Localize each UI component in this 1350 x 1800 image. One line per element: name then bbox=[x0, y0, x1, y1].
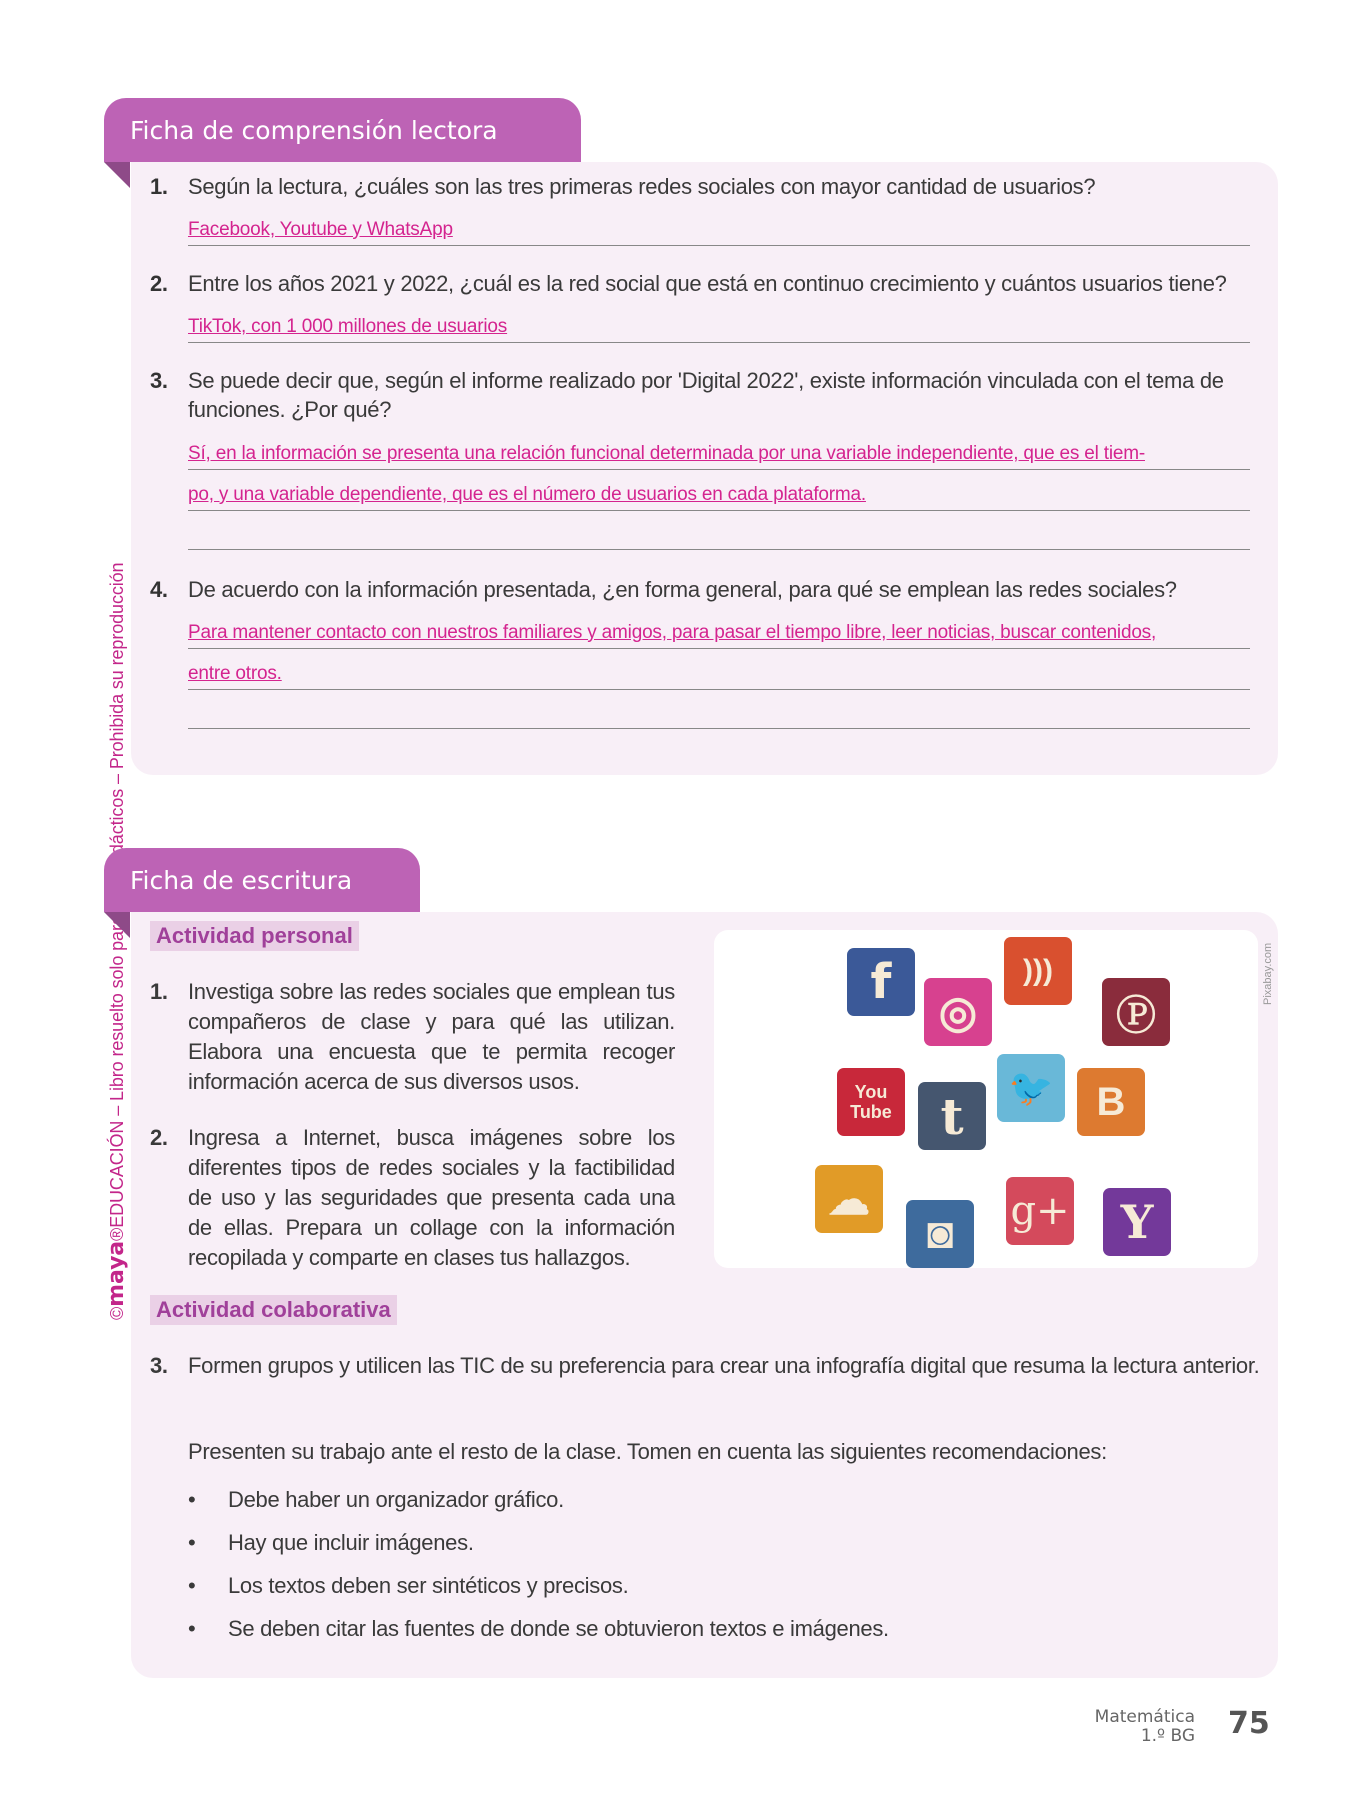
rss-icon: ))) bbox=[1004, 937, 1072, 1005]
answer-2[interactable]: TikTok, con 1 000 millones de usuarios bbox=[188, 313, 1250, 343]
footer-subject bbox=[1095, 1708, 1195, 1746]
activity-item-1: 1. Investiga sobre las redes sociales que emplean tus compañeros de clase y para qué las utilizan. Elabora una encuesta que te permita recoger información acerca de sus diversos usos. bbox=[150, 979, 675, 1094]
grade: 1.º BG bbox=[1140, 1726, 1195, 1746]
image-credit: Pixabay.com bbox=[1262, 942, 1274, 1005]
activity-item-2: 2. Ingresa a Internet, busca imágenes sobre los diferentes tipos de redes sociales y la factibilidad de uso y las seguridades que presenta cada una de ellas. Prepara un collage con la información recopilada y comparte en clases tus hallazgos. bbox=[150, 1125, 675, 1270]
tumblr-icon: t bbox=[918, 1082, 986, 1150]
answer-4-blank-line[interactable] bbox=[188, 727, 1250, 729]
answer-3-blank-line[interactable] bbox=[188, 548, 1250, 550]
twitter-icon: 🐦 bbox=[997, 1054, 1065, 1122]
collaborative-activity-label: Actividad colaborativa bbox=[150, 1295, 397, 1325]
answer-4-line-2[interactable]: entre otros. bbox=[188, 660, 1250, 690]
bullet-item: • Debe haber un organizador gráfico. bbox=[188, 1487, 564, 1512]
personal-activity-label: Actividad personal bbox=[150, 921, 359, 951]
social-media-icons-image bbox=[714, 930, 1258, 1268]
dribbble-icon: ◎ bbox=[924, 978, 992, 1046]
answer-1[interactable]: Facebook, Youtube y WhatsApp bbox=[188, 216, 1250, 246]
yahoo-icon: Y bbox=[1103, 1188, 1171, 1256]
blogger-icon: B bbox=[1077, 1068, 1145, 1136]
bullet-item: • Los textos deben ser sintéticos y precisos. bbox=[188, 1573, 629, 1598]
facebook-icon: f bbox=[847, 948, 915, 1016]
question-3: 3. Se puede decir que, según el informe realizado por 'Digital 2022', existe información vinculada con el tema de funciones. ¿Por qué? bbox=[150, 368, 1224, 422]
youtube-icon: You Tube bbox=[837, 1068, 905, 1136]
question-4: 4. De acuerdo con la información presentada, ¿en forma general, para qué se emplean las redes sociales? bbox=[150, 577, 1177, 602]
answer-3-line-1[interactable]: Sí, en la información se presenta una relación funcional determinada por una variable independiente, que es el tiem- bbox=[188, 440, 1250, 470]
activity-item-3: 3. Formen grupos y utilicen las TIC de su preferencia para crear una infografía digital que resuma la lectura anterior. bbox=[150, 1353, 1260, 1378]
copyright-notice: ©maya bbox=[104, 1240, 129, 1320]
page-number: 75 bbox=[1228, 1706, 1270, 1741]
tab-fold bbox=[104, 912, 130, 938]
question-2: 2. Entre los años 2021 y 2022, ¿cuál es la red social que está en continuo crecimiento y cuántos usuarios tiene? bbox=[150, 271, 1227, 296]
answer-3-line-2[interactable]: po, y una variable dependiente, que es el número de usuarios en cada plataforma. bbox=[188, 481, 1250, 511]
bullet-item: • Hay que incluir imágenes. bbox=[188, 1530, 474, 1555]
section-title-writing: Ficha de escritura bbox=[104, 848, 420, 912]
bullet-item: • Se deben citar las fuentes de donde se obtuvieron textos e imágenes. bbox=[188, 1616, 889, 1641]
answer-4-line-1[interactable]: Para mantener contacto con nuestros familiares y amigos, para pasar el tiempo libre, leer noticias, buscar contenidos, bbox=[188, 619, 1250, 649]
soundcloud-icon: ☁ bbox=[815, 1165, 883, 1233]
pinterest-icon: Ⓟ bbox=[1102, 978, 1170, 1046]
instagram-icon: ◙ bbox=[906, 1200, 974, 1268]
recommendations-intro: Presenten su trabajo ante el resto de la clase. Tomen en cuenta las siguientes recomendaciones: bbox=[188, 1439, 1107, 1464]
subject-name: Matemática bbox=[1094, 1707, 1195, 1727]
question-1: 1. Según la lectura, ¿cuáles son las tres primeras redes sociales con mayor cantidad de usuarios? bbox=[150, 174, 1096, 199]
google-plus-icon: g+ bbox=[1006, 1177, 1074, 1245]
tab-fold bbox=[104, 162, 130, 188]
section-title-reading: Ficha de comprensión lectora bbox=[104, 98, 581, 162]
